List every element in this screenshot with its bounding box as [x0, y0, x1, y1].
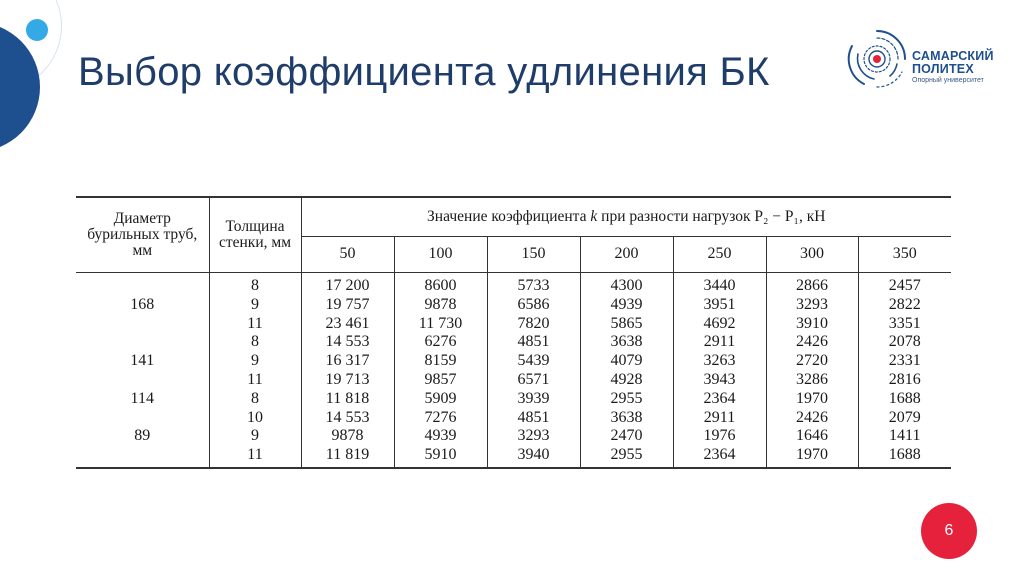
cell-diameter: [76, 446, 209, 468]
cell-value: 1976: [673, 427, 766, 446]
cell-value: 5733: [487, 273, 580, 296]
cell-value: 4928: [580, 371, 673, 390]
cell-value: 2720: [766, 352, 858, 371]
cell-value: 3293: [766, 296, 858, 315]
cell-value: 4939: [394, 427, 487, 446]
cell-diameter: 168: [130, 295, 155, 313]
cell-value: 1411: [858, 427, 951, 446]
cell-value: 3940: [487, 446, 580, 468]
cell-value: 16 317: [301, 352, 394, 371]
table-row: [76, 390, 951, 409]
table-row: [76, 352, 951, 371]
cell-value: 5910: [394, 446, 487, 468]
cell-value: 2331: [858, 352, 951, 371]
cell-value: 7820: [487, 315, 580, 334]
cell-value: 6571: [487, 371, 580, 390]
cell-value: 3440: [673, 273, 766, 296]
cell-value: 3638: [580, 333, 673, 352]
cell-value: 2911: [673, 333, 766, 352]
cell-value: 4692: [673, 315, 766, 334]
header-diameter: Диаметр бурильных труб, мм: [76, 197, 209, 273]
decor-circle-small: [26, 19, 48, 41]
table-row: [76, 273, 951, 296]
cell-value: 9878: [301, 427, 394, 446]
cell-diameter: [76, 315, 209, 334]
cell-value: 9857: [394, 371, 487, 390]
cell-value: 14 553: [301, 409, 394, 428]
cell-value: 2911: [673, 409, 766, 428]
cell-value: 5865: [580, 315, 673, 334]
header-coefficient-span: Значение коэффициента k при разности нагрузок P₂ − P₁, кН: [301, 197, 951, 236]
header-load: 200: [580, 236, 673, 272]
cell-value: 5439: [487, 352, 580, 371]
cell-thickness: 9: [209, 296, 301, 315]
table-body: [76, 273, 951, 468]
cell-diameter: [76, 333, 209, 352]
header-load: 250: [673, 236, 766, 272]
table-row: [76, 409, 951, 428]
cell-thickness: 8: [209, 273, 301, 296]
cell-value: 2866: [766, 273, 858, 296]
cell-thickness: 11: [209, 371, 301, 390]
cell-value: 4939: [580, 296, 673, 315]
cell-value: 3351: [858, 315, 951, 334]
cell-value: 8159: [394, 352, 487, 371]
cell-value: 3910: [766, 315, 858, 334]
cell-value: 9878: [394, 296, 487, 315]
header-load: 300: [766, 236, 858, 272]
cell-thickness: 11: [209, 315, 301, 334]
cell-thickness: 10: [209, 409, 301, 428]
cell-diameter: 114: [130, 389, 154, 407]
cell-value: 2955: [580, 390, 673, 409]
cell-value: 23 461: [301, 315, 394, 334]
cell-diameter: [76, 371, 209, 390]
cell-value: 1970: [766, 446, 858, 468]
cell-value: 7276: [394, 409, 487, 428]
cell-value: 2364: [673, 446, 766, 468]
cell-value: 3951: [673, 296, 766, 315]
cell-value: 3293: [487, 427, 580, 446]
header-load: 50: [301, 236, 394, 272]
logo-orbit-icon: [844, 26, 910, 92]
cell-thickness: 8: [209, 333, 301, 352]
cell-value: 6586: [487, 296, 580, 315]
cell-value: 19 757: [301, 296, 394, 315]
cell-value: 1646: [766, 427, 858, 446]
cell-diameter: 141: [130, 352, 155, 370]
table-row: [76, 296, 951, 315]
cell-thickness: 9: [209, 427, 301, 446]
table-row: [76, 427, 951, 446]
cell-value: 2426: [766, 333, 858, 352]
cell-value: 4300: [580, 273, 673, 296]
university-logo: [844, 26, 994, 96]
header-load: 350: [858, 236, 951, 272]
slide-title: Выбор коэффициента удлинения БК: [78, 50, 770, 94]
table-row: [76, 446, 951, 468]
cell-value: 1688: [858, 446, 951, 468]
cell-value: 2079: [858, 409, 951, 428]
cell-value: 3943: [673, 371, 766, 390]
cell-value: 5909: [394, 390, 487, 409]
logo-subtitle: Опорный университет: [912, 77, 984, 84]
cell-value: 2822: [858, 296, 951, 315]
cell-value: 11 819: [301, 446, 394, 468]
cell-value: 11 818: [301, 390, 394, 409]
page-number-badge: 6: [921, 503, 977, 559]
header-load: 150: [487, 236, 580, 272]
cell-value: 2816: [858, 371, 951, 390]
cell-value: 1688: [858, 390, 951, 409]
cell-thickness: 11: [209, 446, 301, 468]
cell-value: 4079: [580, 352, 673, 371]
cell-value: 14 553: [301, 333, 394, 352]
header-load: 100: [394, 236, 487, 272]
cell-value: 19 713: [301, 371, 394, 390]
coefficient-table: [76, 196, 951, 469]
cell-value: 2457: [858, 273, 951, 296]
cell-thickness: 8: [209, 390, 301, 409]
table-row: [76, 333, 951, 352]
cell-value: 3286: [766, 371, 858, 390]
cell-value: 2470: [580, 427, 673, 446]
cell-value: 4851: [487, 333, 580, 352]
cell-value: 2955: [580, 446, 673, 468]
cell-thickness: 9: [209, 352, 301, 371]
cell-value: 2426: [766, 409, 858, 428]
table-row: [76, 371, 951, 390]
cell-diameter: [76, 273, 209, 296]
logo-line1: САМАРСКИЙ: [912, 49, 994, 63]
cell-value: 3263: [673, 352, 766, 371]
header-thickness: Толщина стенки, мм: [209, 197, 301, 273]
table-row: [76, 315, 951, 334]
logo-line2: ПОЛИТЕХ: [912, 62, 974, 76]
cell-value: 17 200: [301, 273, 394, 296]
cell-value: 1970: [766, 390, 858, 409]
cell-value: 4851: [487, 409, 580, 428]
cell-value: 2364: [673, 390, 766, 409]
cell-diameter: 89: [134, 427, 151, 445]
cell-value: 3939: [487, 390, 580, 409]
coefficient-table-wrapper: [76, 196, 951, 469]
cell-value: 11 730: [394, 315, 487, 334]
cell-diameter: [76, 409, 209, 428]
cell-value: 2078: [858, 333, 951, 352]
cell-value: 8600: [394, 273, 487, 296]
cell-value: 3638: [580, 409, 673, 428]
cell-value: 6276: [394, 333, 487, 352]
